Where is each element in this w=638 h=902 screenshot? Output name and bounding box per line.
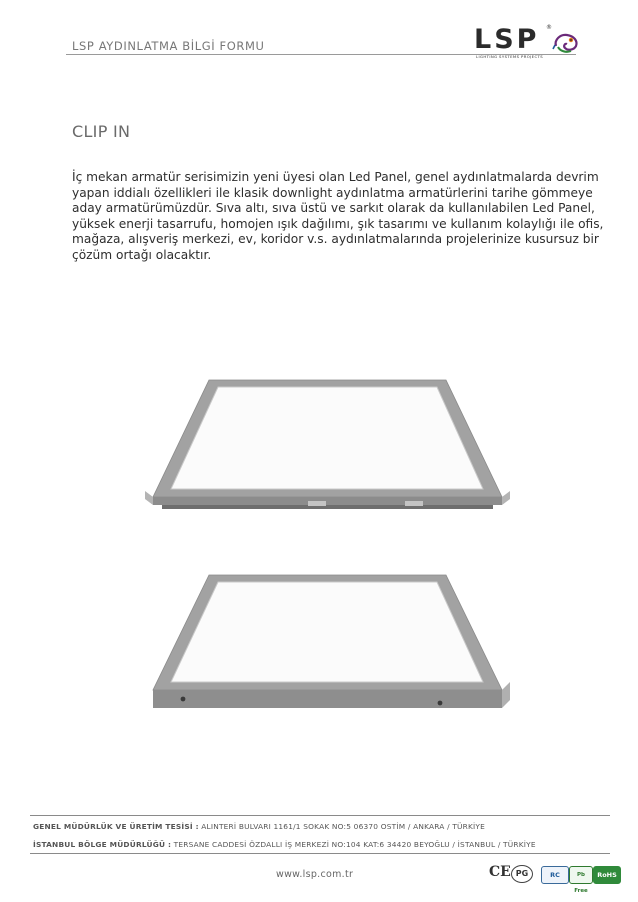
led-panel-image-bottom <box>140 570 515 715</box>
logo-subtitle: LIGHTING SYSTEMS PROJECTS <box>476 54 544 59</box>
form-title: LSP AYDINLATMA BİLGİ FORMU <box>72 39 265 53</box>
ce-mark-icon: CE <box>489 864 511 880</box>
description-line: yapan iddialı özellikleri ile klasik downlight aydınlatma armatürlerini tarihe gömmeye <box>72 185 593 200</box>
description-line: mağaza, alışveriş merkezi, ev, koridor v.s. aydınlatmalarında projelerinize kusursuz bir <box>72 232 599 247</box>
product-title: CLIP IN <box>72 122 131 141</box>
footer-hq-address <box>33 822 485 831</box>
rc-badge-icon: RC <box>541 866 569 884</box>
istanbul-label: İSTANBUL BÖLGE MÜDÜRLÜĞÜ : <box>33 840 172 849</box>
footer-divider-bottom <box>30 853 610 854</box>
pg-mark-icon: PG <box>511 865 533 883</box>
description-line: çözüm ortağı olacaktır. <box>72 247 212 262</box>
description-line: yüksek enerji tasarrufu, homojen ışık dağılımı, şık tasarımı ve kullanım kolaylığı ile ofis, <box>72 216 604 231</box>
hq-address-text: ALINTERİ BULVARI 1161/1 SOKAK NO:5 06370 OSTİM / ANKARA / TÜRKİYE <box>198 822 486 831</box>
lsp-logo <box>474 26 584 60</box>
description-line: İç mekan armatür serisimizin yeni üyesi olan Led Panel, genel aydınlatmalarda devrim <box>72 170 599 184</box>
hq-label: GENEL MÜDÜRLÜK VE ÜRETİM TESİSİ : <box>33 822 199 831</box>
website-link[interactable]: www.lsp.com.tr <box>276 869 354 880</box>
chameleon-icon <box>552 32 580 54</box>
footer-divider-top <box>30 815 610 816</box>
footer-istanbul-address <box>33 840 536 849</box>
logo-registered-mark: ® <box>546 24 552 31</box>
product-description <box>72 170 604 264</box>
pb-free-badge-icon: Pb Free <box>569 866 593 884</box>
logo-wordmark: LSP <box>474 24 540 55</box>
rohs-badge-icon: RoHS <box>593 866 621 884</box>
istanbul-address-text: TERSANE CADDESİ ÖZDALLI İŞ MERKEZİ NO:104 KAT:6 34420 BEYOĞLU / İSTANBUL / TÜRKİYE <box>171 840 536 849</box>
description-line: aday armatürümüzdür. Sıva altı, sıva üstü ve sarkıt olarak da kullanılabilen Led Panel, <box>72 201 595 216</box>
led-panel-image-top <box>140 375 515 520</box>
